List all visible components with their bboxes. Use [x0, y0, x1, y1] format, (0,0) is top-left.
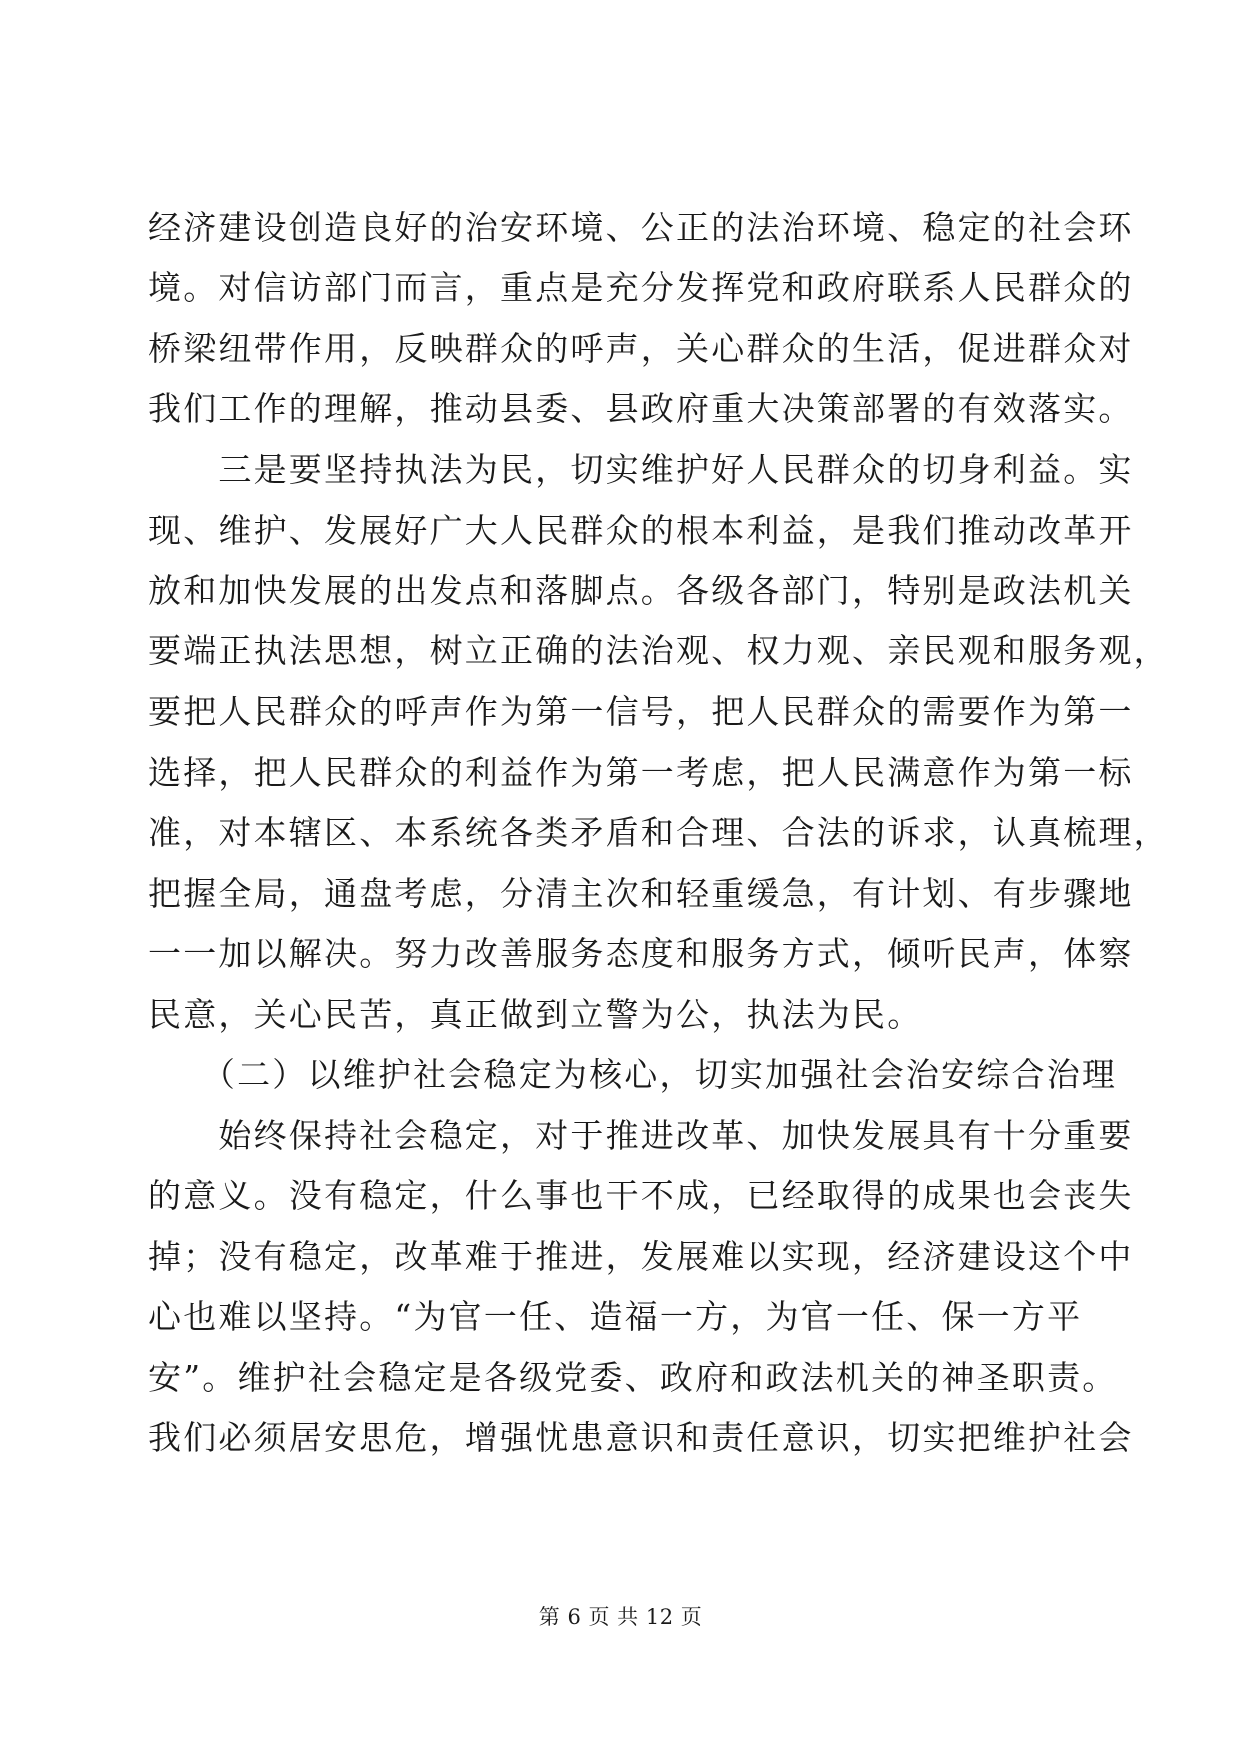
body-line: 我们必须居安思危，增强忧患意识和责任意识，切实把维护社会	[148, 1418, 1134, 1457]
page-number-footer: 第 6 页 共 12 页	[538, 1605, 703, 1629]
body-line: 一一加以解决。努力改善服务态度和服务方式，倾听民声，体察	[148, 934, 1134, 973]
body-line: 的意义。没有稳定，什么事也干不成，已经取得的成果也会丧失	[148, 1176, 1134, 1215]
body-line: 境。对信访部门而言，重点是充分发挥党和政府联系人民群众的	[148, 268, 1134, 307]
section-heading: （二）以维护社会稳定为核心，切实加强社会治安综合治理	[148, 1055, 1118, 1094]
paragraph-start-line: 始终保持社会稳定，对于推进改革、加快发展具有十分重要	[148, 1116, 1134, 1155]
body-line: 放和加快发展的出发点和落脚点。各级各部门，特别是政法机关	[148, 571, 1134, 610]
body-line: 掉；没有稳定，改革难于推进，发展难以实现，经济建设这个中	[148, 1237, 1134, 1276]
paragraph-start-line: 三是要坚持执法为民，切实维护好人民群众的切身利益。实	[148, 450, 1134, 489]
body-line: 把握全局，通盘考虑，分清主次和轻重缓急，有计划、有步骤地	[148, 874, 1134, 913]
body-line: 现、维护、发展好广大人民群众的根本利益，是我们推动改革开	[148, 511, 1134, 550]
body-line: 心也难以坚持。“为官一任、造福一方，为官一任、保一方平	[148, 1297, 1083, 1336]
body-line: 民意，关心民苦，真正做到立警为公，执法为民。	[148, 995, 923, 1034]
body-line: 我们工作的理解，推动县委、县政府重大决策部署的有效落实。	[148, 389, 1134, 428]
body-line: 选择，把人民群众的利益作为第一考虑，把人民满意作为第一标	[148, 753, 1134, 792]
body-line: 准，对本辖区、本系统各类矛盾和合理、合法的诉求，认真梳理，	[148, 813, 1169, 852]
body-line: 桥梁纽带作用，反映群众的呼声，关心群众的生活，促进群众对	[148, 329, 1134, 368]
body-line: 经济建设创造良好的治安环境、公正的法治环境、稳定的社会环	[148, 208, 1134, 247]
body-line: 要把人民群众的呼声作为第一信号，把人民群众的需要作为第一	[148, 692, 1134, 731]
body-line: 安”。维护社会稳定是各级党委、政府和政法机关的神圣职责。	[148, 1358, 1118, 1397]
body-line: 要端正执法思想，树立正确的法治观、权力观、亲民观和服务观，	[148, 631, 1169, 670]
